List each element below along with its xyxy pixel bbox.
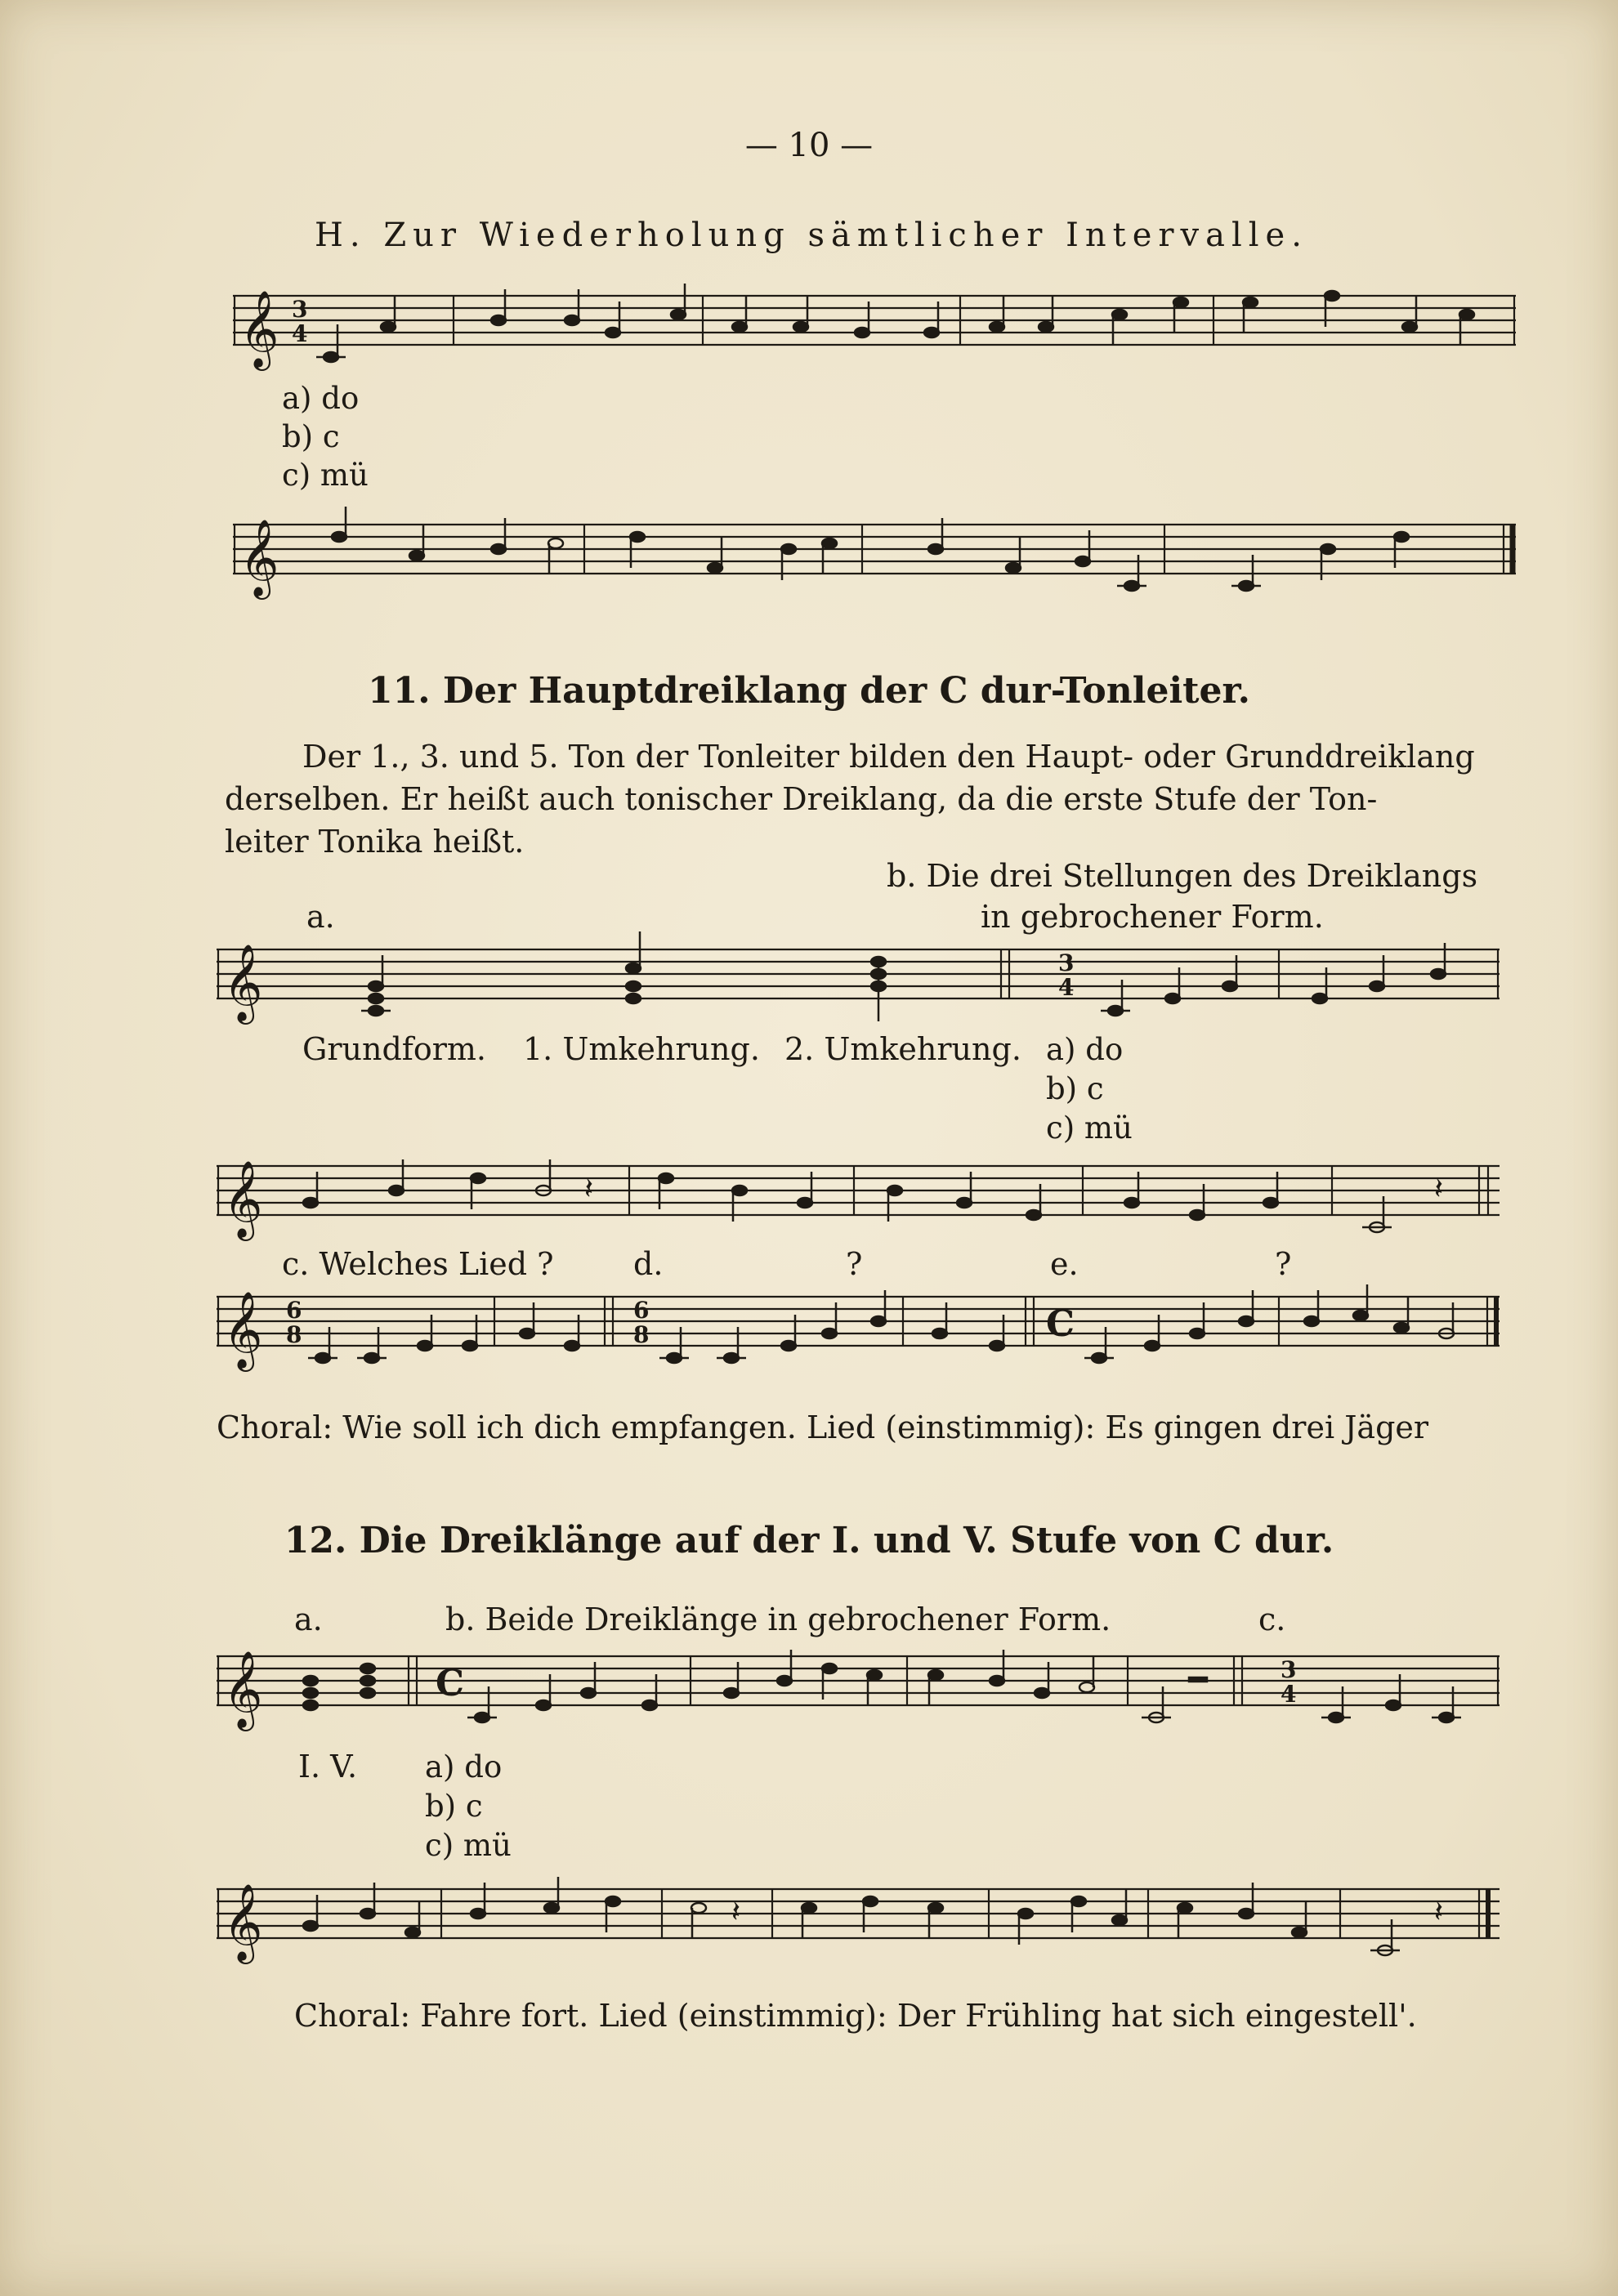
svg-text:6: 6	[286, 1297, 302, 1324]
svg-text:𝄽: 𝄽	[584, 1173, 594, 1206]
syllable-mue: c) mü	[425, 1828, 512, 1863]
svg-text:8: 8	[286, 1321, 302, 1348]
svg-text:3: 3	[1281, 1656, 1297, 1683]
svg-text:3: 3	[1058, 949, 1075, 976]
label-d-question: ?	[846, 1246, 863, 1282]
chord-label-umkehrung-2: 2. Umkehrung.	[784, 1031, 1021, 1067]
label-e: e.	[1050, 1246, 1079, 1282]
section-11-paragraph-line-3: leiter Tonika heißt.	[225, 824, 525, 860]
svg-text:6: 6	[633, 1297, 650, 1324]
section-h-heading: H. Zur Wiederholung sämtlicher Intervalle.	[315, 217, 1308, 254]
svg-text:𝄞: 𝄞	[223, 1160, 263, 1238]
svg-text:𝄞: 𝄞	[239, 290, 279, 368]
syllable-c: b) c	[1046, 1071, 1104, 1106]
svg-text:𝄽: 𝄽	[731, 1896, 741, 1929]
label-b-line-1: b. Die drei Stellungen des Dreiklangs	[887, 858, 1478, 894]
label-b-line-2: in gebrochener Form.	[981, 899, 1324, 935]
svg-text:𝄽: 𝄽	[1434, 1173, 1444, 1206]
page-number: — 10 —	[744, 127, 874, 164]
svg-text:4: 4	[1281, 1681, 1297, 1708]
staff-11-cde	[217, 1279, 1508, 1393]
section-11-paragraph-line-1: Der 1., 3. und 5. Ton der Tonleiter bilden den Haupt- oder Grunddreiklang	[302, 739, 1475, 775]
svg-text:3: 3	[292, 296, 308, 323]
syllable-mue: c) mü	[1046, 1110, 1133, 1146]
svg-text:𝄽: 𝄽	[1434, 1896, 1444, 1929]
label-a: a.	[306, 899, 335, 935]
svg-text:4: 4	[1058, 974, 1075, 1001]
chord-label-umkehrung-1: 1. Umkehrung.	[523, 1031, 760, 1067]
degree-labels: I. V.	[298, 1749, 358, 1785]
syllable-do: a) do	[282, 381, 360, 416]
choral-line-11: Choral: Wie soll ich dich empfangen. Lied (einstimmig): Es gingen drei Jäger	[217, 1409, 1429, 1445]
syllable-mue: c) mü	[282, 458, 369, 493]
svg-text:𝄞: 𝄞	[223, 1883, 263, 1961]
section-12-title: 12. Die Dreiklänge auf der I. und V. Stufe von C dur.	[284, 1520, 1334, 1561]
label-a: a.	[294, 1601, 323, 1637]
svg-text:𝄞: 𝄞	[223, 1291, 263, 1369]
syllable-c: b) c	[425, 1789, 483, 1824]
choral-line-12: Choral: Fahre fort. Lied (einstimmig): Der Frühling hat sich eingestell'.	[294, 1998, 1417, 2034]
staff-12-bottom	[217, 1871, 1508, 1986]
section-11-paragraph-line-2: derselben. Er heißt auch tonischer Dreiklang, da die erste Stufe der Ton-	[225, 781, 1378, 817]
syllable-do: a) do	[1046, 1032, 1124, 1067]
staff-12-top	[217, 1638, 1508, 1753]
staff-11-chords	[217, 931, 1508, 1046]
svg-text:C: C	[1046, 1303, 1075, 1345]
svg-text:4: 4	[292, 320, 308, 347]
syllable-do: a) do	[425, 1749, 503, 1785]
staff-11-melody	[217, 1148, 1508, 1262]
svg-text:𝄞: 𝄞	[239, 519, 279, 596]
syllable-c: b) c	[282, 419, 340, 454]
svg-text:8: 8	[633, 1321, 650, 1348]
label-e-question: ?	[1275, 1246, 1292, 1282]
section-11-title: 11. Der Hauptdreiklang der C dur-Tonleiter.	[368, 670, 1250, 712]
label-d: d.	[633, 1246, 664, 1282]
staff-h-1	[233, 278, 1524, 392]
svg-text:𝄞: 𝄞	[223, 944, 263, 1021]
svg-text:𝄞: 𝄞	[223, 1651, 263, 1728]
label-c: c.	[1258, 1601, 1286, 1637]
label-c: c. Welches Lied ?	[282, 1246, 554, 1282]
svg-text:C: C	[436, 1663, 465, 1704]
staff-h-2	[233, 507, 1524, 621]
chord-label-grundform: Grundform.	[302, 1031, 487, 1067]
label-b: b. Beide Dreiklänge in gebrochener Form.	[445, 1601, 1111, 1637]
